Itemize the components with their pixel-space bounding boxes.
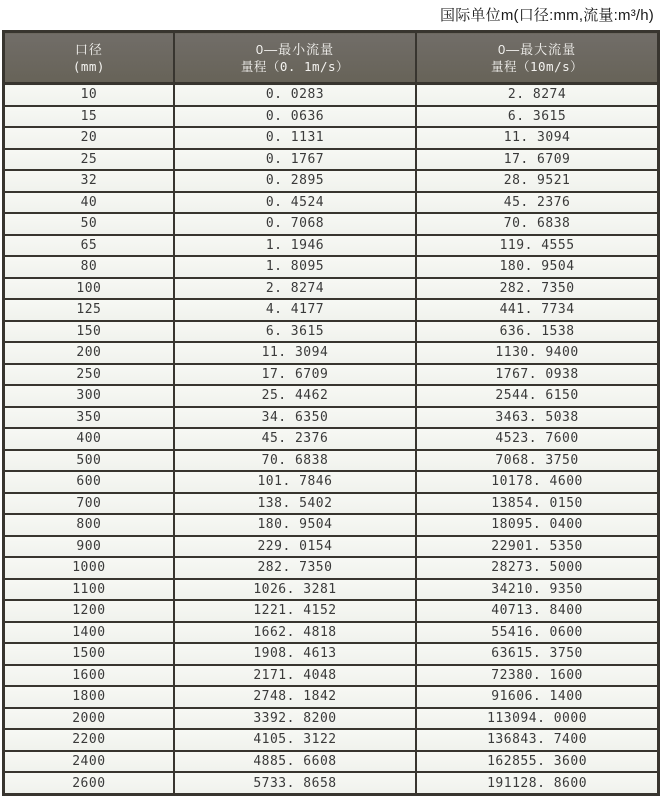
diameter-cell: 300 <box>4 385 174 407</box>
diameter-cell: 250 <box>4 364 174 386</box>
header-min-flow <box>174 32 416 84</box>
max-flow-cell: 1767. 0938 <box>416 364 658 386</box>
max-flow-cell: 1130. 9400 <box>416 342 658 364</box>
table-row <box>4 385 659 407</box>
max-flow-cell: 10178. 4600 <box>416 471 658 493</box>
flow-range-table <box>2 30 660 796</box>
min-flow-cell: 0. 0636 <box>174 106 416 128</box>
min-flow-cell: 5733. 8658 <box>174 772 416 794</box>
max-flow-cell: 6. 3615 <box>416 106 658 128</box>
table-row <box>4 235 659 257</box>
table-row <box>4 170 659 192</box>
title-bar <box>0 0 662 30</box>
max-flow-cell: 45. 2376 <box>416 192 658 214</box>
table-row <box>4 321 659 343</box>
max-flow-cell: 136843. 7400 <box>416 729 658 751</box>
table-row <box>4 557 659 579</box>
table-row <box>4 407 659 429</box>
diameter-cell: 2200 <box>4 729 174 751</box>
diameter-cell: 700 <box>4 493 174 515</box>
min-flow-cell: 0. 4524 <box>174 192 416 214</box>
diameter-cell: 25 <box>4 149 174 171</box>
table-row <box>4 772 659 794</box>
max-flow-cell: 13854. 0150 <box>416 493 658 515</box>
header-min-flow-range: 量程（0. 1m/s） <box>240 58 350 74</box>
max-flow-cell: 22901. 5350 <box>416 536 658 558</box>
max-flow-cell: 2544. 6150 <box>416 385 658 407</box>
table-row <box>4 127 659 149</box>
header-diameter-label: 口径 <box>74 41 103 57</box>
diameter-cell: 400 <box>4 428 174 450</box>
min-flow-cell: 229. 0154 <box>174 536 416 558</box>
min-flow-cell: 1662. 4818 <box>174 622 416 644</box>
diameter-cell: 32 <box>4 170 174 192</box>
diameter-cell: 350 <box>4 407 174 429</box>
max-flow-cell: 441. 7734 <box>416 299 658 321</box>
min-flow-cell: 6. 3615 <box>174 321 416 343</box>
max-flow-cell: 191128. 8600 <box>416 772 658 794</box>
min-flow-cell: 101. 7846 <box>174 471 416 493</box>
table-row <box>4 213 659 235</box>
max-flow-cell: 282. 7350 <box>416 278 658 300</box>
min-flow-cell: 0. 2895 <box>174 170 416 192</box>
min-flow-cell: 45. 2376 <box>174 428 416 450</box>
min-flow-cell: 4105. 3122 <box>174 729 416 751</box>
diameter-cell: 800 <box>4 514 174 536</box>
table-row <box>4 600 659 622</box>
header-max-flow <box>416 32 658 84</box>
header-diameter-unit: (mm) <box>72 58 105 74</box>
min-flow-cell: 3392. 8200 <box>174 708 416 730</box>
min-flow-cell: 11. 3094 <box>174 342 416 364</box>
page-title: 国际单位m(口径:mm,流量:m³/h) <box>440 6 654 24</box>
max-flow-cell: 18095. 0400 <box>416 514 658 536</box>
header-max-flow-label: 0—最大流量 <box>497 41 577 57</box>
max-flow-cell: 4523. 7600 <box>416 428 658 450</box>
table-row <box>4 729 659 751</box>
max-flow-cell: 636. 1538 <box>416 321 658 343</box>
min-flow-cell: 2171. 4048 <box>174 665 416 687</box>
min-flow-cell: 34. 6350 <box>174 407 416 429</box>
diameter-cell: 80 <box>4 256 174 278</box>
min-flow-cell: 0. 1131 <box>174 127 416 149</box>
min-flow-cell: 1221. 4152 <box>174 600 416 622</box>
min-flow-cell: 282. 7350 <box>174 557 416 579</box>
diameter-cell: 15 <box>4 106 174 128</box>
min-flow-cell: 1. 1946 <box>174 235 416 257</box>
diameter-cell: 2600 <box>4 772 174 794</box>
diameter-cell: 600 <box>4 471 174 493</box>
min-flow-cell: 70. 6838 <box>174 450 416 472</box>
table-row <box>4 149 659 171</box>
max-flow-cell: 113094. 0000 <box>416 708 658 730</box>
min-flow-cell: 1. 8095 <box>174 256 416 278</box>
diameter-cell: 50 <box>4 213 174 235</box>
diameter-cell: 1100 <box>4 579 174 601</box>
max-flow-cell: 7068. 3750 <box>416 450 658 472</box>
table-row <box>4 192 659 214</box>
min-flow-cell: 4. 4177 <box>174 299 416 321</box>
table-header <box>4 32 659 84</box>
table-row <box>4 622 659 644</box>
table-row <box>4 299 659 321</box>
max-flow-cell: 28. 9521 <box>416 170 658 192</box>
table-row <box>4 256 659 278</box>
table-row <box>4 751 659 773</box>
min-flow-cell: 4885. 6608 <box>174 751 416 773</box>
diameter-cell: 40 <box>4 192 174 214</box>
diameter-cell: 900 <box>4 536 174 558</box>
diameter-cell: 10 <box>4 84 174 106</box>
diameter-cell: 2400 <box>4 751 174 773</box>
max-flow-cell: 162855. 3600 <box>416 751 658 773</box>
table-row <box>4 686 659 708</box>
diameter-cell: 125 <box>4 299 174 321</box>
min-flow-cell: 0. 1767 <box>174 149 416 171</box>
max-flow-cell: 180. 9504 <box>416 256 658 278</box>
diameter-cell: 2000 <box>4 708 174 730</box>
min-flow-cell: 1908. 4613 <box>174 643 416 665</box>
diameter-cell: 1200 <box>4 600 174 622</box>
diameter-cell: 100 <box>4 278 174 300</box>
table-row <box>4 471 659 493</box>
min-flow-cell: 25. 4462 <box>174 385 416 407</box>
table-row <box>4 342 659 364</box>
min-flow-cell: 1026. 3281 <box>174 579 416 601</box>
diameter-cell: 150 <box>4 321 174 343</box>
max-flow-cell: 11. 3094 <box>416 127 658 149</box>
table-row <box>4 536 659 558</box>
min-flow-cell: 2748. 1842 <box>174 686 416 708</box>
max-flow-cell: 2. 8274 <box>416 84 658 106</box>
max-flow-cell: 55416. 0600 <box>416 622 658 644</box>
max-flow-cell: 70. 6838 <box>416 213 658 235</box>
diameter-cell: 1500 <box>4 643 174 665</box>
min-flow-cell: 2. 8274 <box>174 278 416 300</box>
max-flow-cell: 72380. 1600 <box>416 665 658 687</box>
max-flow-cell: 3463. 5038 <box>416 407 658 429</box>
diameter-cell: 65 <box>4 235 174 257</box>
table-row <box>4 514 659 536</box>
max-flow-cell: 34210. 9350 <box>416 579 658 601</box>
max-flow-cell: 91606. 1400 <box>416 686 658 708</box>
diameter-cell: 1600 <box>4 665 174 687</box>
min-flow-cell: 17. 6709 <box>174 364 416 386</box>
table-body <box>4 84 659 795</box>
table-row <box>4 84 659 106</box>
diameter-cell: 1000 <box>4 557 174 579</box>
header-diameter <box>4 32 174 84</box>
table-row <box>4 278 659 300</box>
table-row <box>4 579 659 601</box>
max-flow-cell: 119. 4555 <box>416 235 658 257</box>
max-flow-cell: 40713. 8400 <box>416 600 658 622</box>
min-flow-cell: 0. 0283 <box>174 84 416 106</box>
diameter-cell: 1800 <box>4 686 174 708</box>
max-flow-cell: 28273. 5000 <box>416 557 658 579</box>
table-row <box>4 364 659 386</box>
diameter-cell: 20 <box>4 127 174 149</box>
min-flow-cell: 138. 5402 <box>174 493 416 515</box>
diameter-cell: 500 <box>4 450 174 472</box>
table-row <box>4 643 659 665</box>
table-row <box>4 708 659 730</box>
max-flow-cell: 63615. 3750 <box>416 643 658 665</box>
max-flow-cell: 17. 6709 <box>416 149 658 171</box>
header-max-flow-range: 量程（10m/s） <box>491 58 584 74</box>
table-row <box>4 665 659 687</box>
header-row <box>4 32 659 84</box>
table-row <box>4 428 659 450</box>
min-flow-cell: 180. 9504 <box>174 514 416 536</box>
diameter-cell: 1400 <box>4 622 174 644</box>
table-row <box>4 493 659 515</box>
header-min-flow-label: 0—最小流量 <box>255 41 335 57</box>
min-flow-cell: 0. 7068 <box>174 213 416 235</box>
table-row <box>4 450 659 472</box>
table-row <box>4 106 659 128</box>
diameter-cell: 200 <box>4 342 174 364</box>
